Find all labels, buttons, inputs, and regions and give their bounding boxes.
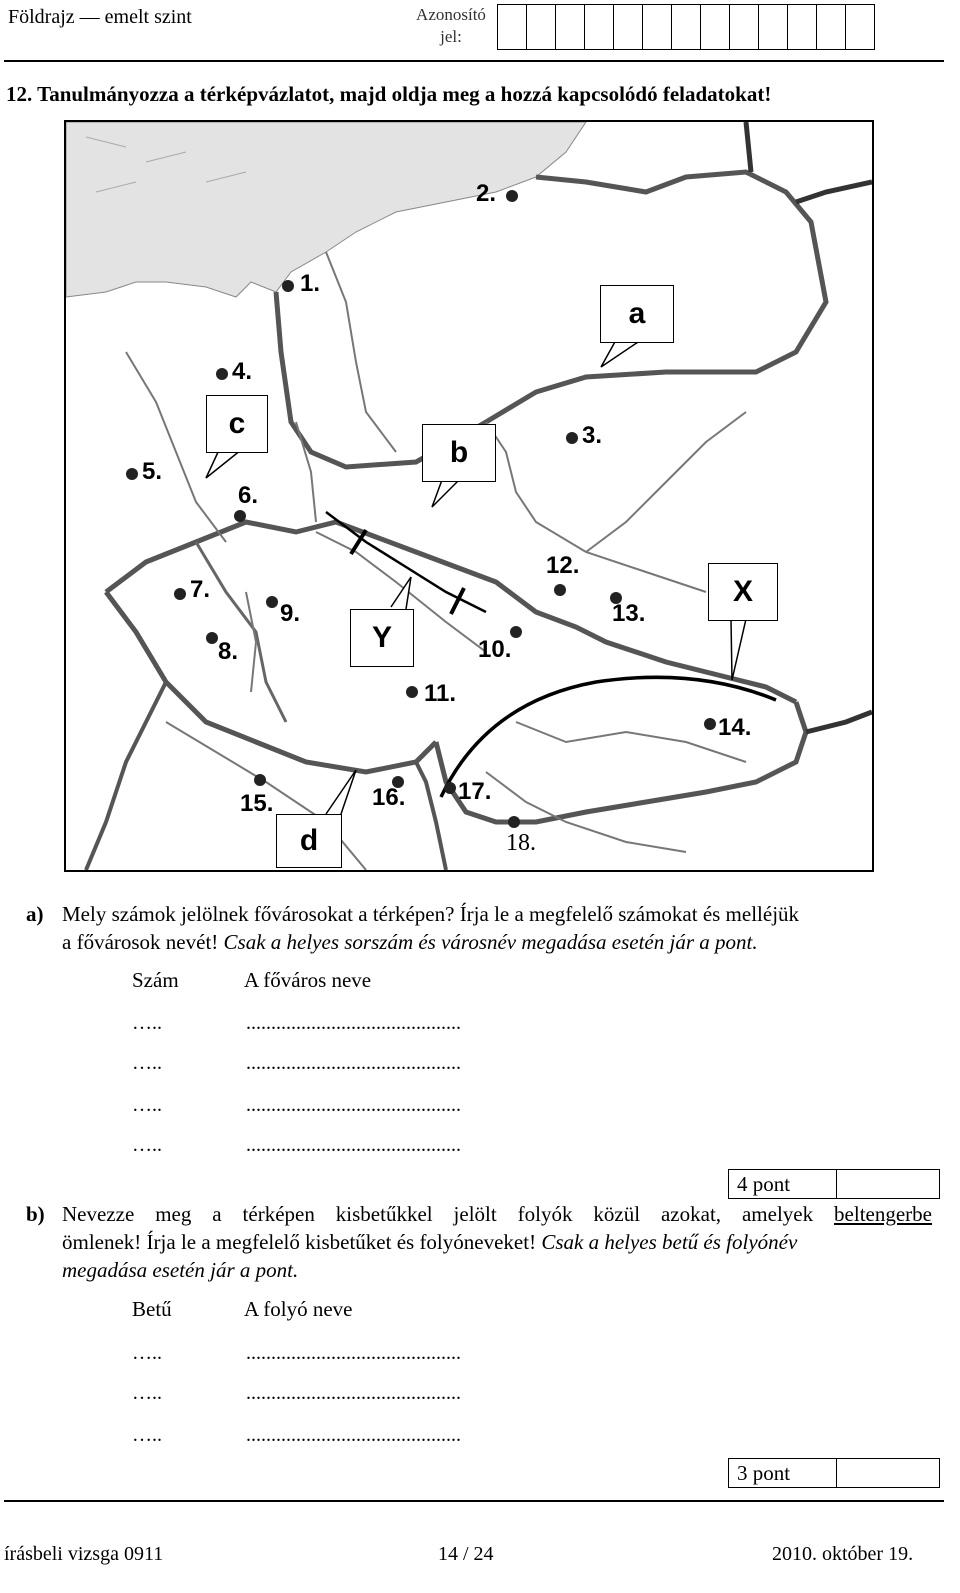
header-rule xyxy=(4,60,944,62)
sea-area xyxy=(66,122,586,297)
id-box[interactable] xyxy=(613,4,643,50)
map-label-b: b xyxy=(422,424,496,482)
id-box[interactable] xyxy=(584,4,614,50)
question-a-line2 xyxy=(62,928,942,956)
question-a-col-number: Szám xyxy=(132,968,179,992)
city-dot xyxy=(254,774,266,786)
id-box[interactable] xyxy=(758,4,788,50)
city-number: 2. xyxy=(476,180,497,207)
id-box[interactable] xyxy=(845,4,875,50)
question-b-col-name: A folyó neve xyxy=(244,1297,353,1321)
id-label xyxy=(412,4,490,48)
id-box[interactable] xyxy=(497,4,527,50)
city-number: 9. xyxy=(280,600,301,627)
border-line xyxy=(806,712,872,732)
city-number: 4. xyxy=(232,358,253,385)
callout-pointer xyxy=(326,770,356,814)
footer-date: 2010. október 19. xyxy=(772,1543,914,1565)
city-dot xyxy=(510,626,522,638)
id-box[interactable] xyxy=(642,4,672,50)
border-line xyxy=(796,182,872,202)
answer-number-field[interactable]: ….. xyxy=(132,1134,162,1156)
city-dot xyxy=(566,432,578,444)
city-number: 3. xyxy=(582,422,603,449)
answer-number-field[interactable]: ….. xyxy=(132,1094,162,1116)
score-label-a: 4 pont xyxy=(729,1170,837,1198)
city-number: 17. xyxy=(458,778,492,805)
city-dot xyxy=(508,816,520,828)
id-label-line2: jel: xyxy=(440,27,462,46)
city-number: 16. xyxy=(372,784,406,811)
city-dot xyxy=(174,588,186,600)
callout-pointer xyxy=(432,480,459,507)
city-number: 7. xyxy=(190,576,211,603)
id-box[interactable] xyxy=(787,4,817,50)
score-entry-b[interactable] xyxy=(837,1459,939,1487)
city-dot xyxy=(406,686,418,698)
border-line xyxy=(86,682,166,870)
question-b-line1-underline: beltengerbe xyxy=(834,1202,932,1226)
id-box[interactable] xyxy=(729,4,759,50)
question-b-col-letter: Betű xyxy=(132,1297,172,1321)
answer-river-field[interactable]: ........................................... xyxy=(246,1424,461,1446)
city-number: 6. xyxy=(238,482,259,509)
question-a-text xyxy=(62,900,942,956)
answer-name-field[interactable]: ........................................... xyxy=(246,1012,461,1034)
question-b-line1-plain: Nevezze meg a térképen kisbetűkkel jelölt folyók közül azokat, amelyek xyxy=(62,1202,835,1226)
footer-rule xyxy=(4,1500,944,1502)
river-line xyxy=(246,592,256,692)
question-a-col-name: A főváros neve xyxy=(244,968,372,992)
border-line xyxy=(746,122,751,172)
map-sketch xyxy=(64,120,874,872)
question-b-line3: megadása esetén jár a pont. xyxy=(62,1258,299,1282)
question-a-line2-plain: a fővárosok nevét! xyxy=(62,930,224,954)
callout-pointer xyxy=(206,450,241,478)
id-box[interactable] xyxy=(526,4,556,50)
river-line xyxy=(326,252,396,452)
answer-name-field[interactable]: ........................................... xyxy=(246,1134,461,1156)
city-number: 13. xyxy=(612,600,646,627)
answer-number-field[interactable]: ….. xyxy=(132,1052,162,1074)
answer-name-field[interactable]: ........................................... xyxy=(246,1052,461,1074)
answer-name-field[interactable]: ........................................... xyxy=(246,1094,461,1116)
id-box[interactable] xyxy=(671,4,701,50)
answer-river-field[interactable]: ........................................... xyxy=(246,1382,461,1404)
task-title: 12. Tanulmányozza a térképvázlatot, majd oldja meg a hozzá kapcsolódó feladatokat! xyxy=(6,82,772,106)
city-dot xyxy=(206,632,218,644)
city-dot xyxy=(444,782,456,794)
score-box-b xyxy=(728,1458,940,1488)
answer-letter-field[interactable]: ….. xyxy=(132,1382,162,1404)
city-dot xyxy=(234,510,246,522)
city-number: 12. xyxy=(546,552,580,579)
city-number: 5. xyxy=(142,458,163,485)
city-dot xyxy=(506,190,518,202)
id-box[interactable] xyxy=(816,4,846,50)
city-number: 15. xyxy=(240,790,274,817)
map-label-d: d xyxy=(276,814,342,868)
footer-exam: írásbeli vizsga 0911 xyxy=(4,1543,164,1565)
answer-river-field[interactable]: ........................................... xyxy=(246,1342,461,1364)
callout-pointer xyxy=(391,577,411,609)
city-dot xyxy=(554,584,566,596)
score-label-b: 3 pont xyxy=(729,1459,837,1487)
callout-pointer xyxy=(731,619,746,680)
question-a-line1: Mely számok jelölnek fővárosokat a térképen? Írja le a megfelelő számokat és melléjük xyxy=(62,902,800,926)
city-dot xyxy=(282,280,294,292)
city-number: 1. xyxy=(300,270,321,297)
callout-pointer xyxy=(601,340,641,367)
map-label-y: Y xyxy=(350,609,414,667)
question-a-line2-italic: Csak a helyes sorszám és városnév megadása esetén jár a pont. xyxy=(223,930,758,954)
city-dot xyxy=(704,718,716,730)
id-boxes xyxy=(498,4,875,50)
question-b-letter: b) xyxy=(26,1202,45,1226)
city-number: 11. xyxy=(424,680,457,707)
answer-letter-field[interactable]: ….. xyxy=(132,1424,162,1446)
answer-number-field[interactable]: ….. xyxy=(132,1012,162,1034)
river-line xyxy=(586,412,746,552)
question-b-line2-plain: ömlenek! Írja le a megfelelő kisbetűket és folyóneveket! xyxy=(62,1230,542,1254)
question-b-line2-italic: Csak a helyes betű és folyónév xyxy=(541,1230,798,1254)
header-subject: Földrajz — emelt szint xyxy=(8,6,192,28)
id-box[interactable] xyxy=(700,4,730,50)
city-number: 8. xyxy=(218,638,239,665)
city-dot xyxy=(266,596,278,608)
answer-letter-field[interactable]: ….. xyxy=(132,1342,162,1364)
border-line xyxy=(416,762,446,870)
city-number: 14. xyxy=(718,714,752,741)
score-entry-a[interactable] xyxy=(837,1170,939,1198)
id-box[interactable] xyxy=(555,4,585,50)
map-label-x: X xyxy=(708,563,778,621)
question-b-text xyxy=(62,1200,932,1284)
city-number: 10. xyxy=(478,636,512,663)
map-label-a: a xyxy=(600,285,674,343)
map-drawing xyxy=(66,122,872,870)
question-b-line1 xyxy=(62,1200,932,1228)
question-b-line2 xyxy=(62,1228,932,1256)
id-label-line1: Azonosító xyxy=(416,5,486,24)
city-dot xyxy=(126,468,138,480)
map-label-c: c xyxy=(206,395,268,453)
question-a-letter: a) xyxy=(26,902,44,926)
city-number: 18. xyxy=(506,830,536,856)
city-dot xyxy=(216,368,228,380)
footer-page: 14 / 24 xyxy=(438,1543,494,1565)
score-box-a xyxy=(728,1169,940,1199)
